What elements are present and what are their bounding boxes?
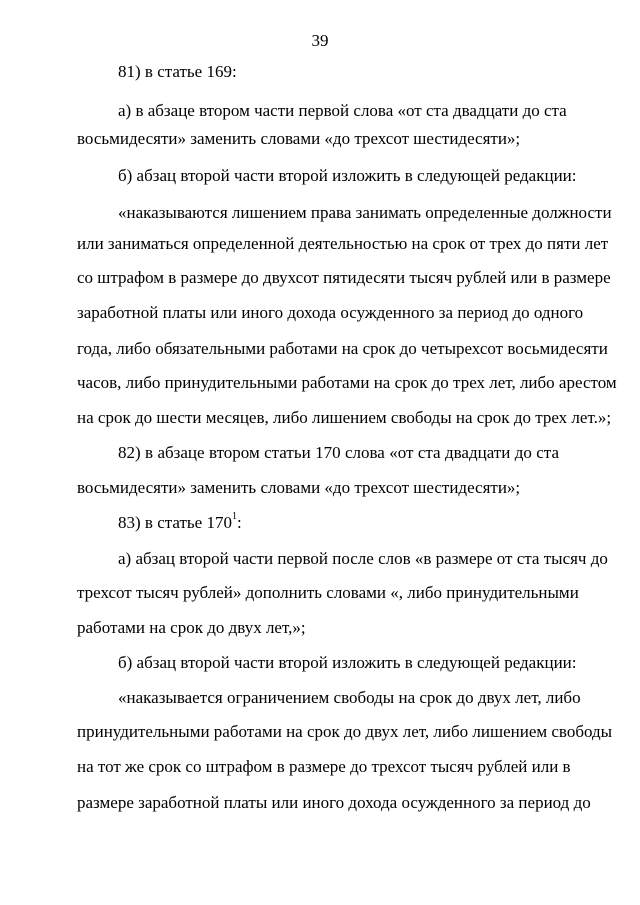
item-83-heading — [118, 513, 559, 533]
item-83-a-line-1: а) абзац второй части первой после слов «в размере от ста тысяч до — [118, 549, 608, 568]
item-81-heading: 81) в статье 169: — [118, 62, 237, 81]
quote-169-line-6: часов, либо принудительными работами на срок до трех лет, либо арестом — [77, 373, 617, 392]
item-83-a-line-3: работами на срок до двух лет,»; — [77, 618, 306, 637]
quote-169-line-2: или заниматься определенной деятельностью на срок от трех до пяти лет — [77, 234, 609, 253]
item-81-b-line: б) абзац второй части второй изложить в следующей редакции: — [118, 166, 577, 185]
item-81-a-line-1: а) в абзаце втором части первой слова «от ста двадцати до ста — [118, 101, 567, 120]
item-82-line-1: 82) в абзаце втором статьи 170 слова «от ста двадцати до ста — [118, 443, 559, 462]
quote-169-line-7: на срок до шести месяцев, либо лишением свободы на срок до трех лет.»; — [77, 408, 612, 427]
item-81-a-line-2: восьмидесяти» заменить словами «до трехсот шестидесяти»; — [77, 129, 521, 148]
quote-169-line-1: «наказываются лишением права занимать определенные должности — [118, 203, 612, 222]
item-83-heading-text: 83) в статье 170 — [118, 513, 232, 532]
quote-170-1-line-4: размере заработной платы или иного дохода осужденного за период до — [77, 793, 591, 812]
item-83-b-line: б) абзац второй части второй изложить в следующей редакции: — [118, 653, 577, 672]
quote-169-line-3: со штрафом в размере до двухсот пятидесяти тысяч рублей или в размере — [77, 268, 611, 287]
page-number: 39 — [311, 31, 329, 50]
item-83-a-line-2: трехсот тысяч рублей» дополнить словами «, либо принудительными — [77, 583, 579, 602]
quote-170-1-line-2: принудительными работами на срок до двух лет, либо лишением свободы — [77, 722, 613, 741]
item-83-heading-colon: : — [236, 513, 242, 532]
item-83-heading-superscript: 1 — [231, 511, 237, 523]
quote-170-1-line-1: «наказывается ограничением свободы на срок до двух лет, либо — [118, 688, 581, 707]
quote-169-line-4: заработной платы или иного дохода осужденного за период до одного — [77, 303, 584, 322]
item-82-line-2: восьмидесяти» заменить словами «до трехсот шестидесяти»; — [77, 478, 521, 497]
quote-169-line-5: года, либо обязательными работами на срок до четырехсот восьмидесяти — [77, 339, 608, 358]
quote-170-1-line-3: на тот же срок со штрафом в размере до трехсот тысяч рублей или в — [77, 757, 571, 776]
